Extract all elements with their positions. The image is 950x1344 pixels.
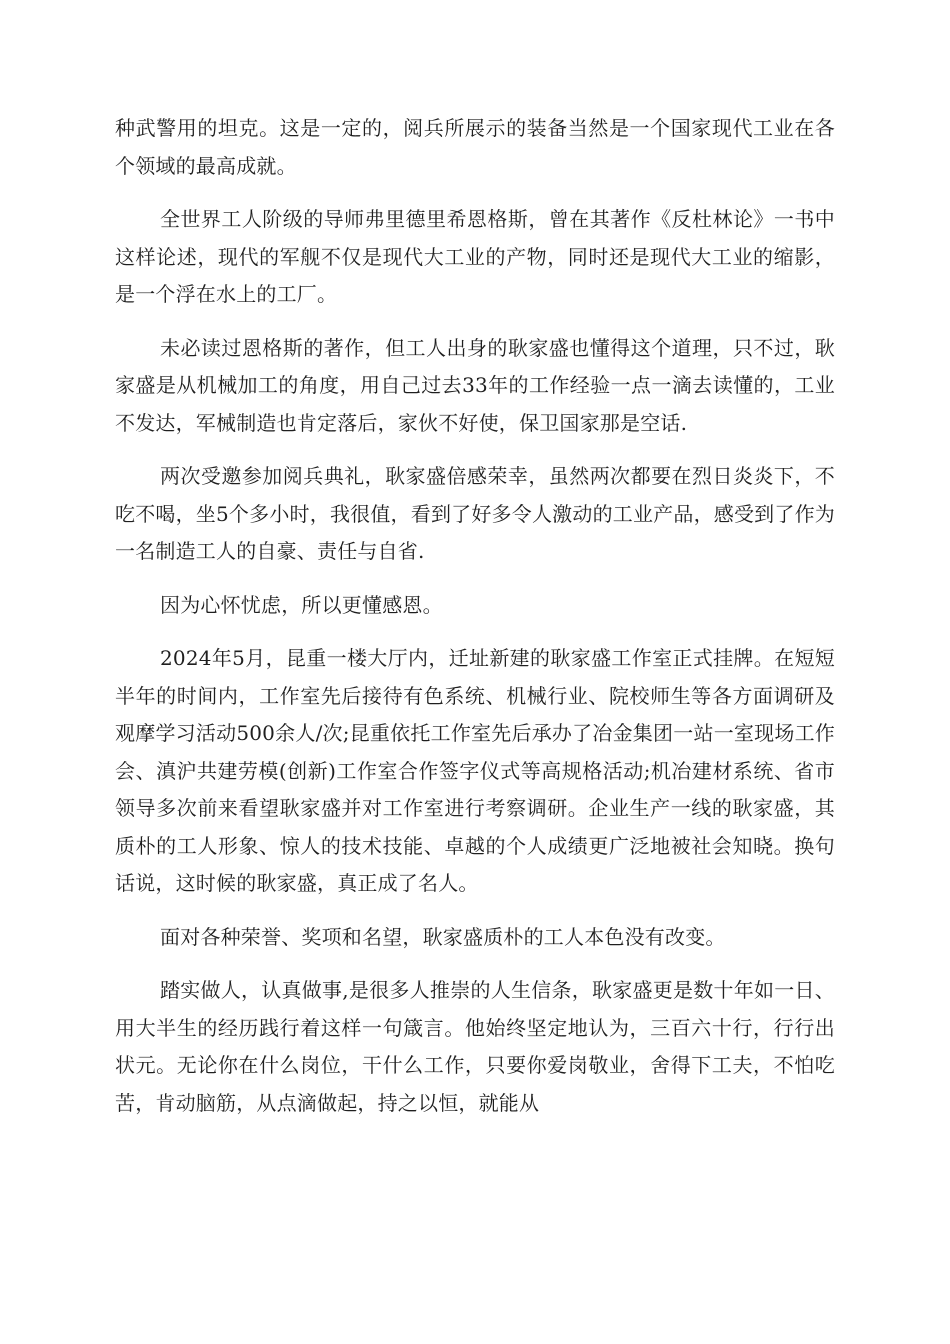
paragraph-machining: 未必读过恩格斯的著作，但工人出身的耿家盛也懂得这个道理，只不过，耿家盛是从机械加工的角度，用自己过去33年的工作经验一点一滴去读懂的，工业不发达，军械制造也肯定落后，家伙不好使，保卫国家那是空话. — [115, 335, 835, 435]
paragraph-engels: 全世界工人阶级的导师弗里德里希恩格斯，曾在其著作《反杜林论》一书中这样论述，现代的军舰不仅是现代大工业的产物，同时还是现代大工业的缩影，是一个浮在水上的工厂。 — [115, 207, 835, 306]
paragraph-parade: 两次受邀参加阅兵典礼，耿家盛倍感荣幸，虽然两次都要在烈日炎炎下，不吃不喝，坐5个多小时，我很值，看到了好多令人激动的工业产品，感受到了作为一名制造工人的自豪、责任与自省. — [115, 464, 835, 563]
paragraph-continuation: 种武警用的坦克。这是一定的，阅兵所展示的装备当然是一个国家现代工业在各个领域的最高成就。 — [115, 116, 835, 178]
article-body — [115, 110, 835, 1138]
paragraph-studio: 2024年5月，昆重一楼大厅内，迁址新建的耿家盛工作室正式挂牌。在短短半年的时间内，工作室先后接待有色系统、机械行业、院校师生等各方面调研及观摩学习活动500余人/次;昆重依托工作室先后承办了冶金集团一站一室现场工作会、滇沪共建劳模(创新)工作室合作签字仪式等高规格活动;机冶建材系统、省市领导多次前来看望耿家盛并对工作室进行考察调研。企业生产一线的耿家盛，其质朴的工人形象、惊人的技术技能、卓越的个人成绩更广泛地被社会知晓。换句话说，这时候的耿家盛，真正成了名人。 — [115, 646, 835, 895]
paragraph-gratitude: 因为心怀忧虑，所以更懂感恩。 — [160, 592, 443, 617]
paragraph-motto: 踏实做人，认真做事,是很多人推崇的人生信条，耿家盛更是数十年如一日、用大半生的经历践行着这样一句箴言。他始终坚定地认为，三百六十行，行行出状元。无论你在什么岗位，干什么工作，只要你爱岗敬业，舍得下工夫，不怕吃苦，肯动脑筋，从点滴做起，持之以恒，就能从 — [115, 978, 835, 1115]
paragraph-honors: 面对各种荣誉、奖项和名望，耿家盛质朴的工人本色没有改变。 — [160, 924, 726, 949]
